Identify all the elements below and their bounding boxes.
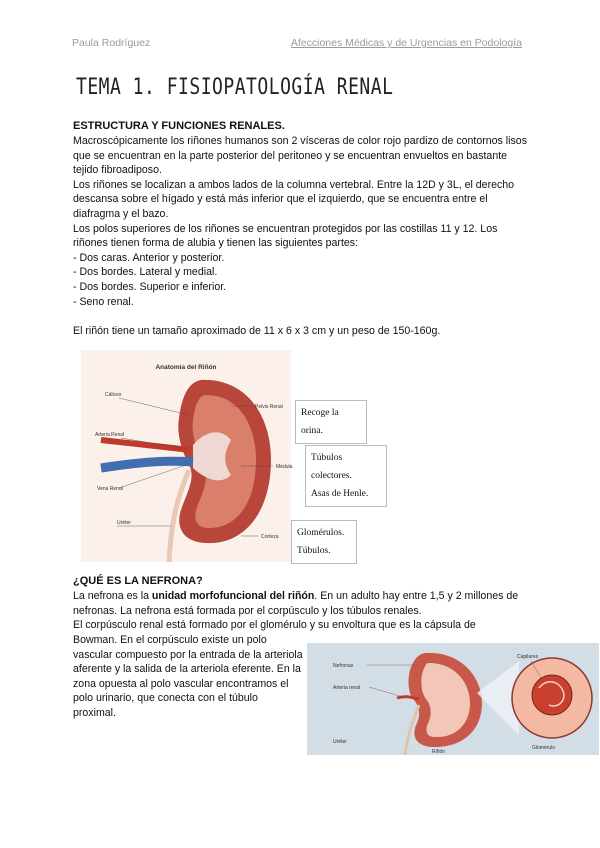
label-cortex: Corteza — [261, 534, 279, 540]
paragraph: El corpúsculo renal está formado por el glomérulo y su envoltura que es la cápsula de — [73, 619, 476, 632]
header-author: Paula Rodríguez — [72, 37, 151, 49]
label-capillaries: Capilares — [517, 654, 539, 660]
label-glomerulus: Glomérulo — [532, 745, 556, 751]
list-item: - Dos caras. Anterior y posterior. — [73, 251, 225, 264]
figure-title: Anatomía del Riñón — [155, 364, 217, 371]
label-calices: Cálices — [105, 392, 122, 398]
label-renal-artery: Arteria Renal — [95, 432, 125, 438]
paragraph: Bowman. En el corpúsculo existe un polo vascular compuesto por la entrada de la arteriola aferente y la salida de la arteriola eferente. En la zona opuesta al polo vascular encontramos el polo urinario, que conecta con el túbulo proximal. — [73, 634, 303, 719]
label-renal-vein: Vena Renal — [97, 486, 123, 492]
section-heading-structure: ESTRUCTURA Y FUNCIONES RENALES. — [73, 120, 285, 132]
note-collecting-tubules — [305, 445, 387, 507]
list-item: - Seno renal. — [73, 295, 134, 308]
section-body-nephron — [73, 589, 528, 633]
label-renal-artery: Arteria renal — [333, 685, 361, 691]
label-medulla: Médula — [276, 464, 293, 470]
page-title: TEMA 1. FISIOPATOLOGÍA RENAL — [76, 74, 394, 101]
header-course-link[interactable]: Afecciones Médicas y de Urgencias en Podología — [290, 37, 522, 49]
section-body-structure — [73, 134, 528, 338]
paragraph: Los polos superiores de los riñones se encuentran protegidos por las costillas 11 y 12. Los riñones tienen forma de alubia y tienen las siguientes partes: — [73, 222, 498, 250]
note-collects-urine — [295, 400, 367, 444]
note-text: Túbulos. — [297, 546, 331, 556]
text-span: La nefrona es la — [73, 590, 152, 602]
list-item: - Dos bordes. Superior e inferior. — [73, 280, 227, 293]
note-text: Recoge la orina. — [301, 408, 339, 436]
note-glomeruli — [291, 520, 357, 564]
label-kidney: Riñón — [432, 749, 446, 755]
text-span: . En un adulto hay entre 1,5 y 2 millones de nefronas. La nefrona está formada por el corpúsculo y los túbulos renales. — [73, 590, 519, 617]
glomerulus-shape — [532, 675, 572, 715]
label-nephrons: Nefronas — [333, 663, 354, 669]
note-text: Glomérulos. — [297, 528, 345, 538]
note-text: Túbulos colectores. — [311, 453, 352, 481]
paragraph: Macroscópicamente los riñones humanos son 2 vísceras de color rojo pardizo de contornos lisos que se encuentran en la parte posterior del peritoneo y se encuentran envueltos en bastante tejido fibroadiposo. — [73, 135, 527, 177]
bold-text: unidad morfofuncional del riñón — [151, 590, 315, 602]
label-renal-pelvis: Pelvis Renal — [255, 404, 283, 410]
label-ureter: Uréter — [333, 739, 347, 745]
note-text: Asas de Henle. — [311, 489, 369, 499]
paragraph-size: El riñón tiene un tamaño aproximado de 11 x 6 x 3 cm y un peso de 150-160g. — [73, 324, 441, 337]
paragraph — [73, 589, 528, 618]
list-item: - Dos bordes. Lateral y medial. — [73, 266, 218, 279]
nephron-figure — [307, 643, 599, 755]
section-heading-nephron: ¿QUÉ ES LA NEFRONA? — [73, 575, 203, 587]
paragraph-bowman — [73, 633, 303, 721]
paragraph: Los riñones se localizan a ambos lados de la columna vertebral. Entre la 12D y 3L, el derecho descansa sobre el hígado y está más inferior que el izquierdo, que se encuentra entre el diafragma y el bazo. — [73, 178, 515, 220]
label-ureter: Uréter — [117, 520, 131, 526]
